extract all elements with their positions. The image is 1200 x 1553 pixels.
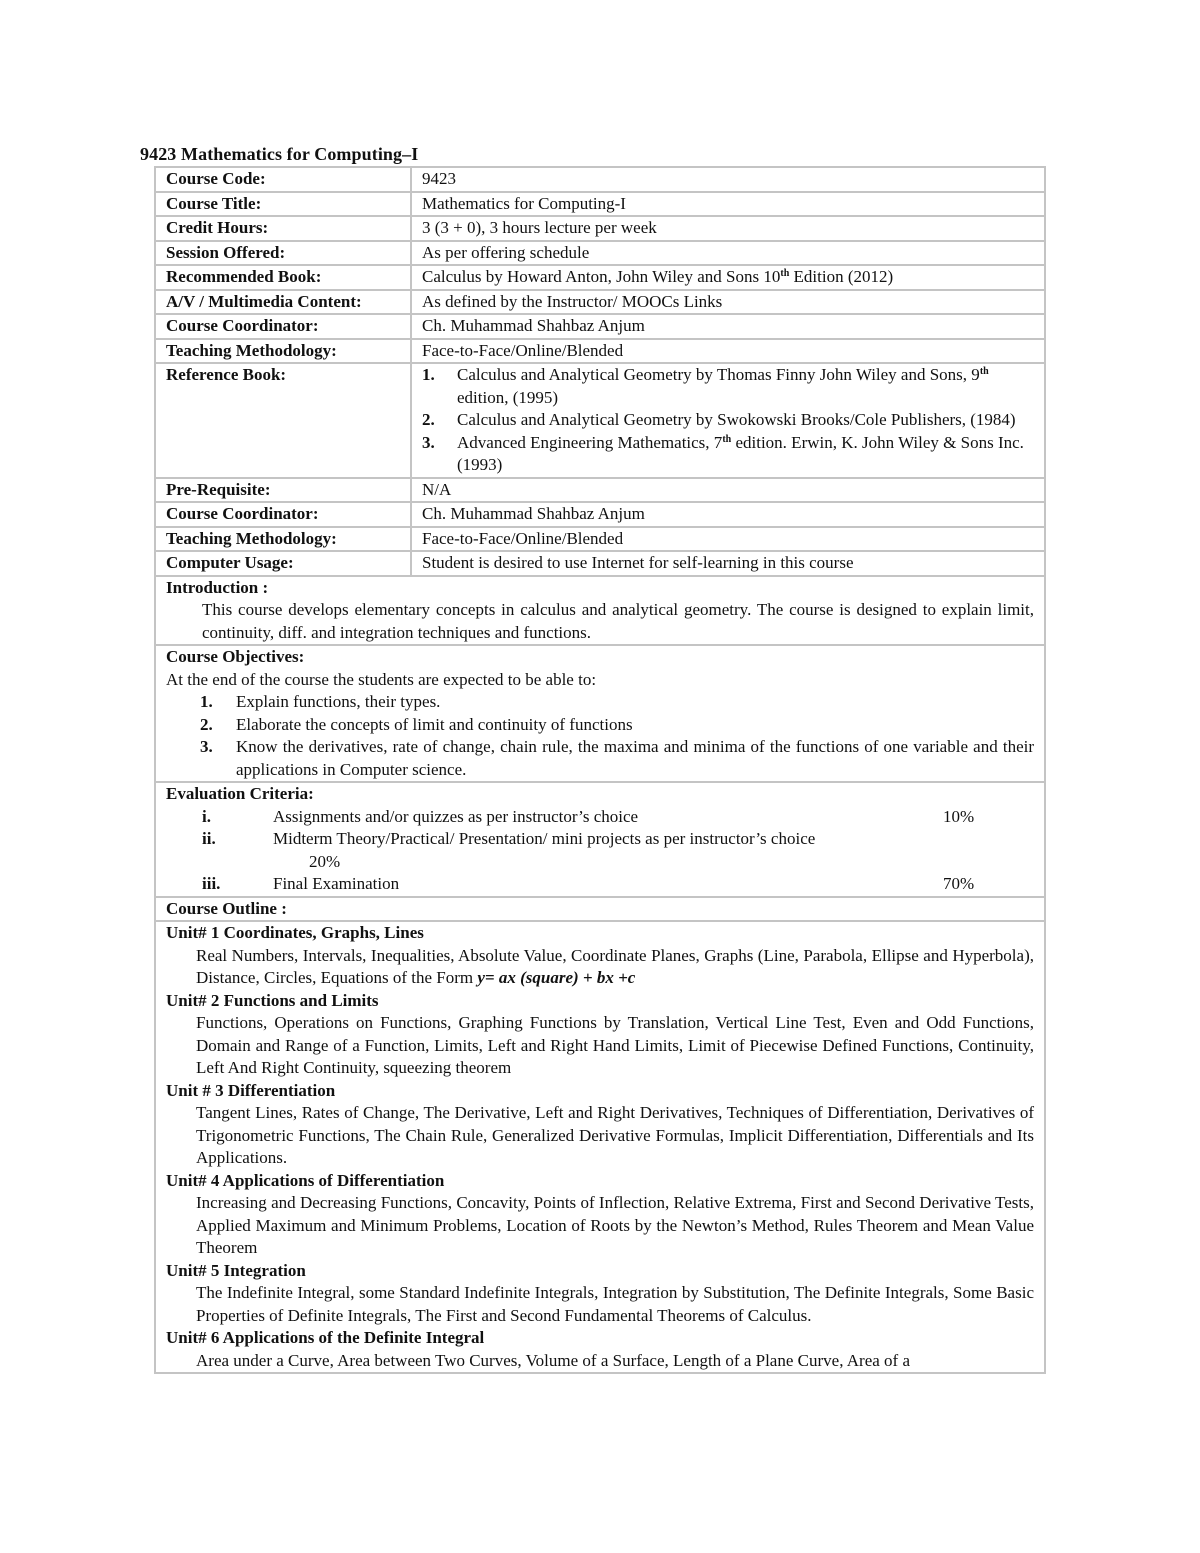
unit-title: Unit # 3 Differentiation	[166, 1080, 336, 1100]
item-text: Explain functions, their types.	[236, 692, 441, 711]
value: Mathematics for Computing-I	[422, 193, 626, 213]
list-item	[422, 432, 1034, 477]
label: Credit Hours:	[156, 217, 412, 240]
page-title: 9423 Mathematics for Computing–I	[140, 144, 419, 164]
unit-body: Real Numbers, Intervals, Inequalities, Absolute Value, Coordinate Planes, Graphs (Line, Parabola, Ellipse and Hyperbola), Distance, Circles, Equations of the Form y= ax (square) + bx +c	[196, 945, 1034, 987]
label: Session Offered:	[156, 242, 412, 265]
label: Course Code:	[156, 168, 412, 191]
list-item	[422, 364, 1034, 409]
item-text: Calculus and Analytical Geometry by Swokowski Brooks/Cole Publishers, (1984)	[457, 410, 1016, 429]
label: Recommended Book:	[156, 266, 412, 289]
item-number: ii.	[202, 829, 216, 848]
unit-title: Unit# 1 Coordinates, Graphs, Lines	[166, 923, 424, 942]
unit-4	[166, 1170, 1034, 1260]
value: Student is desired to use Internet for self-learning in this course	[422, 553, 854, 572]
value-text: Calculus by Howard Anton, John Wiley and Sons 10	[422, 267, 781, 286]
row-teaching-methodology-2	[156, 528, 1044, 553]
item-text: Calculus and Analytical Geometry by Thomas Finny John Wiley and Sons, 9th edition, (1995)	[457, 365, 989, 407]
item-percent: 10%	[943, 806, 975, 826]
row-prerequisite	[156, 479, 1044, 504]
item-text: Final Examination	[273, 874, 400, 893]
objectives-lead: At the end of the course the students are expected to be able to:	[166, 669, 597, 689]
label: Course Coordinator:	[156, 503, 412, 526]
unit-title: Unit# 4 Applications of Differentiation	[166, 1170, 445, 1190]
unit-3	[166, 1080, 1034, 1170]
section-objectives	[156, 646, 1044, 783]
label: Pre-Requisite:	[156, 479, 412, 502]
unit-body: Functions, Operations on Functions, Graphing Functions by Translation, Vertical Line Test, Even and Odd Functions, Domain and Range of a Function, Limits, Left and Right Hand Limits, Limit of Piecewise Defined Functions, Continuity, Left And Right Continuity, squeezing theorem	[196, 1013, 1034, 1077]
row-course-coordinator-2	[156, 503, 1044, 528]
list-item	[166, 691, 1034, 714]
label: Course Coordinator:	[156, 315, 412, 338]
objectives-list	[166, 691, 1034, 781]
list-item	[166, 806, 1034, 829]
unit-5	[166, 1260, 1034, 1328]
item-number: 1.	[200, 692, 213, 711]
formula: y= ax (square) + bx +c	[477, 968, 636, 987]
row-credit-hours	[156, 217, 1044, 242]
row-teaching-methodology	[156, 340, 1044, 365]
unit-6	[166, 1327, 1034, 1372]
value	[412, 266, 1044, 289]
value: N/A	[422, 479, 452, 499]
value: Face-to-Face/Online/Blended	[422, 340, 624, 360]
value: Ch. Muhammad Shahbaz Anjum	[422, 504, 645, 523]
list-item	[166, 828, 1034, 851]
introduction-text: This course develops elementary concepts in calculus and analytical geometry. The course is designed to explain limit, continuity, diff. and integration techniques and functions.	[202, 600, 1034, 642]
section-heading: Evaluation Criteria:	[166, 784, 314, 803]
item-text: Elaborate the concepts of limit and continuity of functions	[236, 714, 633, 734]
label: Teaching Methodology:	[156, 340, 412, 363]
section-outline-heading	[156, 898, 1044, 923]
unit-body: Increasing and Decreasing Functions, Concavity, Points of Inflection, Relative Extrema, First and Second Derivative Tests, Applied Maximum and Minimum Problems, Location of Roots by the Newton’s Method, Rules Theorem and Mean Value Theorem	[196, 1193, 1034, 1257]
item-number: 1.	[422, 365, 435, 384]
list-item-wrap	[166, 851, 1034, 874]
row-av-content	[156, 291, 1044, 316]
list-item	[166, 736, 1034, 781]
value: 3 (3 + 0), 3 hours lecture per week	[422, 218, 657, 237]
section-introduction	[156, 577, 1044, 647]
value: As per offering schedule	[422, 242, 590, 262]
value: Ch. Muhammad Shahbaz Anjum	[422, 316, 645, 335]
evaluation-list	[166, 806, 1034, 896]
label: Reference Book:	[156, 364, 412, 477]
superscript: th	[780, 268, 790, 279]
item-text: Know the derivatives, rate of change, chain rule, the maxima and minima of the functions of one variable and their applications in Computer science.	[236, 737, 1034, 779]
value-text: Edition (2012)	[789, 267, 894, 286]
item-text: Midterm Theory/Practical/ Presentation/ mini projects as per instructor’s choice	[273, 829, 816, 848]
list-item	[166, 714, 1034, 737]
list-item	[166, 873, 1034, 896]
row-reference-book	[156, 364, 1044, 479]
item-text: Assignments and/or quizzes as per instructor’s choice	[273, 806, 639, 826]
row-recommended-book	[156, 266, 1044, 291]
section-evaluation	[156, 783, 1044, 898]
item-number: 2.	[200, 714, 213, 734]
row-computer-usage	[156, 552, 1044, 577]
item-percent: 70%	[943, 874, 975, 893]
item-number: iii.	[202, 874, 221, 893]
item-number: i.	[202, 806, 211, 826]
row-course-code	[156, 168, 1044, 193]
item-number: 3.	[200, 737, 213, 756]
row-course-coordinator	[156, 315, 1044, 340]
value	[412, 364, 1044, 477]
unit-title: Unit# 2 Functions and Limits	[166, 990, 379, 1010]
item-text: Advanced Engineering Mathematics, 7th edition. Erwin, K. John Wiley & Sons Inc. (1993)	[457, 432, 1024, 474]
item-number: 3.	[422, 432, 435, 452]
section-outline-units	[156, 922, 1044, 1372]
row-session-offered	[156, 242, 1044, 267]
unit-1	[166, 922, 1034, 990]
section-heading: Course Outline :	[166, 898, 287, 918]
unit-title: Unit# 5 Integration	[166, 1260, 306, 1280]
list-item	[422, 409, 1034, 432]
unit-body: Area under a Curve, Area between Two Curves, Volume of a Surface, Length of a Plane Curve, Area of a	[196, 1350, 910, 1370]
row-course-title	[156, 193, 1044, 218]
reference-list	[422, 364, 1034, 477]
course-table	[154, 166, 1046, 1374]
unit-2	[166, 990, 1034, 1080]
label: Course Title:	[156, 193, 412, 216]
item-percent: 20%	[309, 851, 341, 871]
unit-title: Unit# 6 Applications of the Definite Integral	[166, 1328, 485, 1347]
label: Teaching Methodology:	[156, 528, 412, 551]
label: A/V / Multimedia Content:	[156, 291, 412, 314]
value: 9423	[422, 169, 456, 188]
unit-body: The Indefinite Integral, some Standard Indefinite Integrals, Integration by Substitution, The Definite Integrals, Some Basic Properties of Definite Integrals, The First and Second Fundamental Theorems of Calculus.	[196, 1283, 1034, 1325]
label: Computer Usage:	[156, 552, 412, 575]
unit-body: Tangent Lines, Rates of Change, The Derivative, Left and Right Derivatives, Techniques of Differentiation, Derivatives of Trigonometric Functions, The Chain Rule, Generalized Derivative Formulas, Implicit Differentiation, Differentials and Its Applications.	[196, 1103, 1034, 1167]
section-heading: Course Objectives:	[166, 647, 305, 666]
section-heading: Introduction :	[166, 577, 269, 597]
value: Face-to-Face/Online/Blended	[422, 528, 624, 548]
value: As defined by the Instructor/ MOOCs Links	[422, 291, 723, 311]
item-number: 2.	[422, 410, 435, 429]
